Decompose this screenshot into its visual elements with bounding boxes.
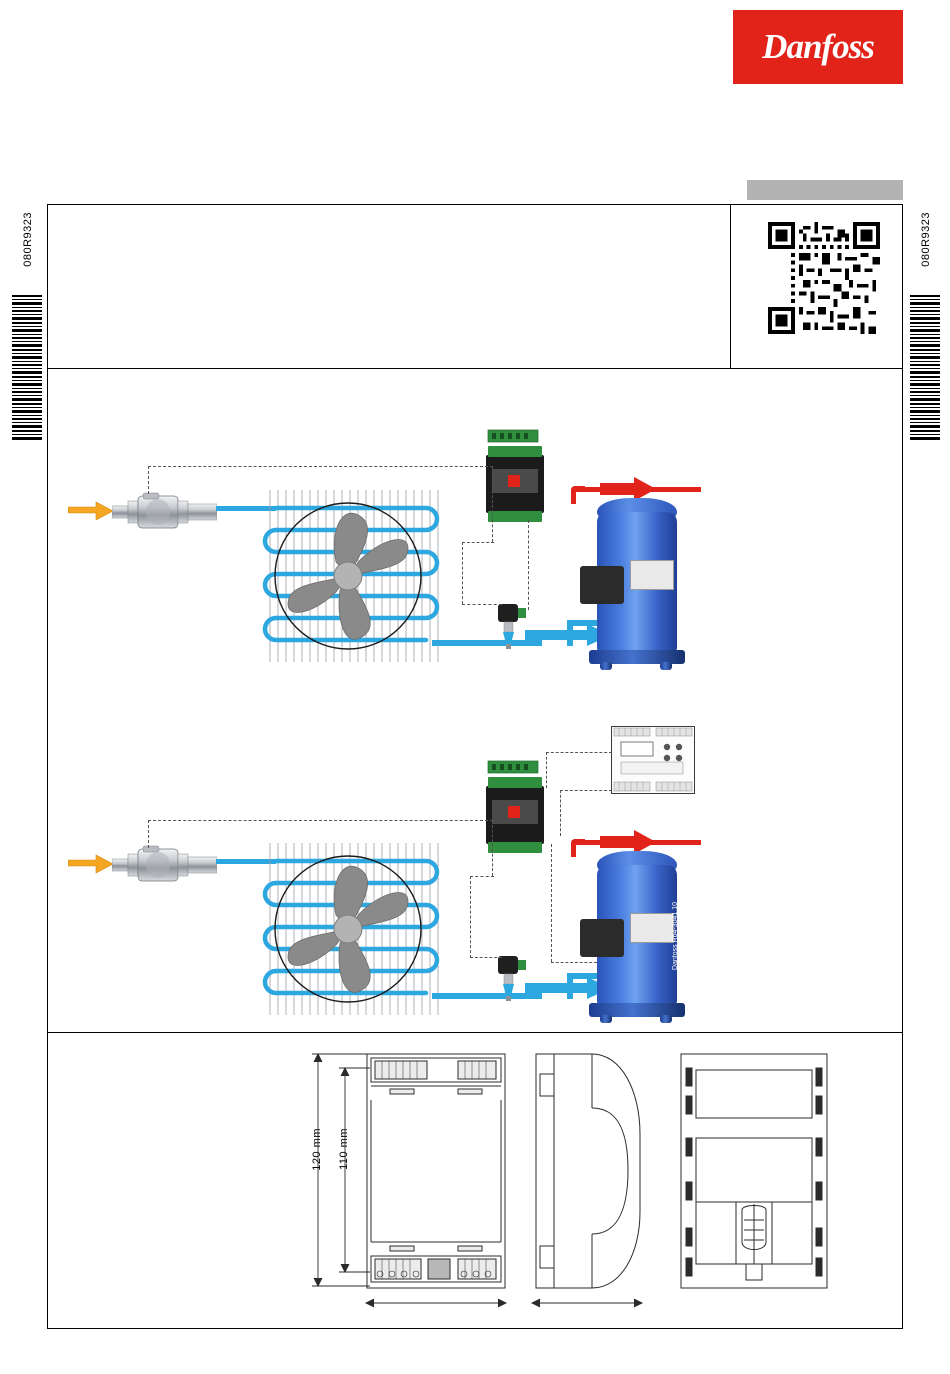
refrigerant-inlet-arrow-icon	[68, 500, 114, 522]
barcode-left	[12, 295, 42, 440]
signal-wire-valve-top	[148, 466, 493, 467]
signal-wire-compressor	[551, 962, 597, 963]
danfoss-logo-text: Danfoss	[762, 27, 874, 66]
module-connector-green-2	[484, 759, 546, 775]
order-code-left: 080R9323	[22, 212, 34, 267]
compressor-foot-left	[600, 662, 612, 670]
compressor-terminal-box-2	[580, 919, 624, 957]
signal-wire-transmitter-2	[470, 957, 502, 958]
front-view-width-dimension	[360, 1292, 512, 1314]
refrigerant-inlet-arrow-icon-2	[68, 853, 114, 875]
header-grey-band	[747, 180, 903, 200]
controller-module[interactable]	[486, 455, 544, 513]
signal-wire-module-bottom-2	[470, 876, 494, 877]
compressor-foot-right-2	[660, 1015, 672, 1023]
module-bottom-terminal-block	[488, 511, 542, 522]
compressor-foot-right	[660, 662, 672, 670]
module-top-terminal-block	[488, 446, 542, 457]
signal-wire-display-bottom-drop	[560, 790, 561, 836]
module-brand-mark-2	[508, 806, 520, 818]
barcode-right	[910, 295, 940, 440]
signal-wire-module-bottom	[462, 542, 494, 543]
suction-riser-2	[567, 977, 573, 999]
signal-wire-display-bottom	[560, 790, 612, 791]
display-unit[interactable]	[611, 726, 695, 794]
condenser-coil-with-fan	[248, 486, 458, 666]
module-connector-green	[484, 428, 546, 444]
qr-code	[768, 222, 880, 334]
signal-wire-module-left	[492, 466, 493, 542]
signal-wire-transmitter	[462, 604, 502, 605]
order-code-right: 080R9323	[920, 212, 932, 267]
signal-wire-transmitter-drop-2	[470, 876, 471, 958]
compressor-side-text: Danfoss R64-3041.10	[672, 902, 679, 971]
signal-wire-valve-drop	[148, 466, 149, 494]
dimension-label-body-height: 110 mm	[338, 1128, 350, 1170]
condenser-coil-with-fan-2	[248, 839, 458, 1019]
pressure-transmitter-2	[494, 952, 538, 1002]
expansion-valve	[112, 492, 217, 532]
dimension-label-total-height: 120 mm	[311, 1128, 323, 1171]
signal-wire-valve-top-2	[148, 820, 493, 821]
rear-view-drawing	[680, 1052, 828, 1290]
compressor-foot-left-2	[600, 1015, 612, 1023]
controller-module-2[interactable]	[486, 786, 544, 844]
signal-wire-display-top	[546, 752, 612, 753]
signal-wire-transmitter-drop	[462, 542, 463, 604]
front-view-drawing	[366, 1052, 506, 1290]
compressor-terminal-box	[580, 566, 624, 604]
compressor-nameplate	[630, 560, 674, 590]
side-view-width-dimension	[526, 1292, 648, 1314]
pressure-transmitter	[494, 600, 538, 650]
danfoss-logo	[733, 10, 903, 84]
discharge-elbow	[571, 486, 587, 504]
discharge-elbow-2	[571, 839, 587, 857]
expansion-valve-2	[112, 845, 217, 885]
module-brand-mark	[508, 475, 520, 487]
header-vertical-divider	[730, 205, 731, 368]
signal-wire-module-left-2	[492, 820, 493, 876]
dimensions-section-divider	[48, 1032, 902, 1033]
signal-wire-module-compressor	[551, 844, 552, 962]
side-view-drawing	[530, 1052, 645, 1290]
module-top-terminal-block-2	[488, 777, 542, 788]
signal-wire-display-drop	[546, 752, 547, 788]
compressor-nameplate-2	[630, 913, 674, 943]
dimension-lines-vertical	[300, 1050, 370, 1290]
signal-wire-module-transmitter	[528, 520, 529, 610]
suction-riser	[567, 624, 573, 646]
module-bottom-terminal-block-2	[488, 842, 542, 853]
signal-wire-valve-drop-2	[148, 820, 149, 848]
header-horizontal-divider	[48, 368, 902, 369]
